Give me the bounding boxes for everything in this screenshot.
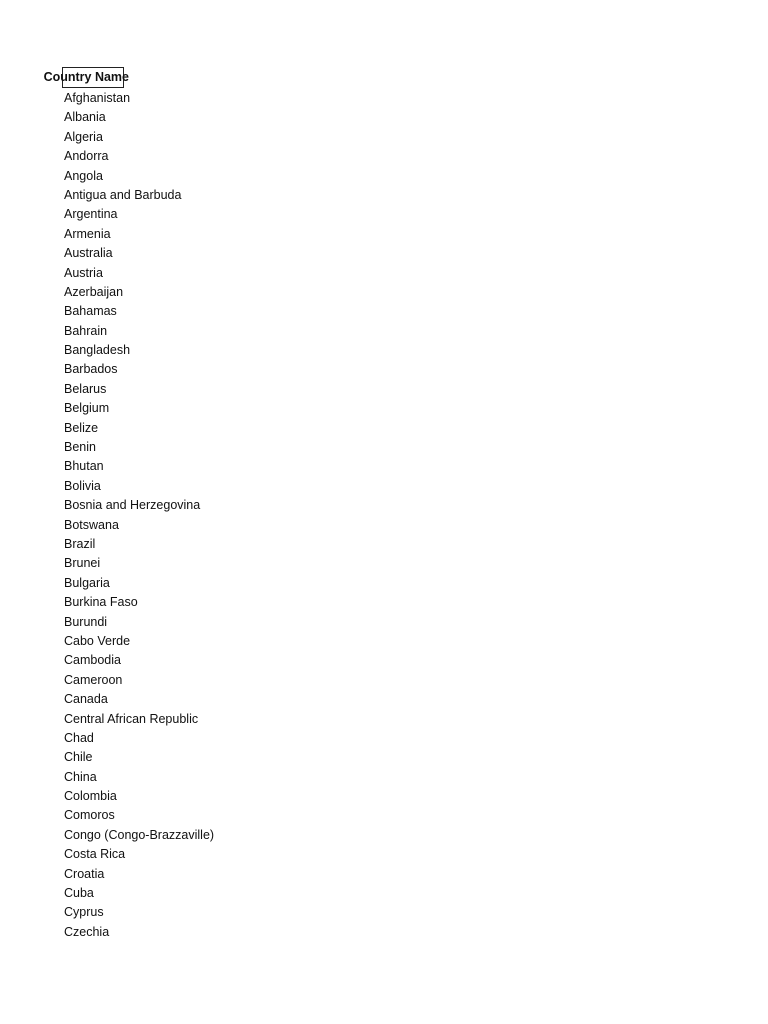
country-cell[interactable]: Central African Republic <box>64 711 199 726</box>
country-cell[interactable]: Azerbaijan <box>64 284 124 299</box>
country-cell[interactable]: Bangladesh <box>64 343 131 358</box>
country-cell[interactable]: Benin <box>64 440 96 455</box>
country-cell[interactable]: Botswana <box>64 517 119 532</box>
country-list <box>62 89 362 942</box>
header-label: Country Name <box>43 70 129 84</box>
country-cell[interactable]: Burundi <box>64 614 108 629</box>
country-cell[interactable]: Chad <box>64 730 94 745</box>
country-cell[interactable]: Cuba <box>64 886 94 901</box>
country-cell[interactable]: Afghanistan <box>64 91 131 105</box>
country-cell[interactable]: Bhutan <box>64 459 104 474</box>
country-cell[interactable]: Cabo Verde <box>64 633 131 648</box>
country-cell[interactable]: Canada <box>64 692 108 707</box>
country-cell[interactable]: Colombia <box>64 789 117 804</box>
country-cell[interactable]: Bulgaria <box>64 575 110 590</box>
country-cell[interactable]: Croatia <box>64 866 105 881</box>
country-cell[interactable]: Antigua and Barbuda <box>64 187 182 202</box>
country-cell[interactable]: Bolivia <box>64 478 101 493</box>
country-cell[interactable]: Angola <box>64 168 103 183</box>
country-cell[interactable]: Armenia <box>64 226 111 241</box>
country-cell[interactable]: Costa Rica <box>64 847 126 862</box>
country-cell[interactable]: Austria <box>64 265 103 280</box>
country-cell[interactable]: Belarus <box>64 381 107 396</box>
country-cell[interactable]: Belgium <box>64 401 110 416</box>
country-cell[interactable]: Brazil <box>64 536 96 551</box>
country-cell[interactable]: Czechia <box>64 924 110 939</box>
country-cell[interactable]: Algeria <box>64 129 103 144</box>
country-column <box>43 67 362 942</box>
country-cell[interactable]: Chile <box>64 750 93 765</box>
country-cell[interactable]: Bahrain <box>64 323 108 338</box>
header-cell-country-name[interactable] <box>43 67 129 88</box>
country-cell[interactable]: China <box>64 769 97 784</box>
country-cell[interactable]: Congo (Congo-Brazzaville) <box>64 827 215 842</box>
country-cell[interactable]: Brunei <box>64 556 101 571</box>
country-cell[interactable]: Argentina <box>64 207 118 222</box>
country-cell[interactable]: Cameroon <box>64 672 123 687</box>
country-cell[interactable]: Barbados <box>64 362 118 377</box>
country-cell[interactable]: Cambodia <box>64 653 121 668</box>
country-cell[interactable]: Albania <box>64 110 106 125</box>
country-cell[interactable]: Comoros <box>64 808 115 823</box>
country-cell[interactable]: Bahamas <box>64 304 117 319</box>
country-cell[interactable]: Australia <box>64 246 113 261</box>
country-cell[interactable]: Andorra <box>64 149 109 164</box>
country-cell[interactable]: Bosnia and Herzegovina <box>64 498 201 513</box>
country-cell[interactable]: Burkina Faso <box>64 595 138 610</box>
country-cell[interactable]: Belize <box>64 420 99 435</box>
country-cell[interactable]: Cyprus <box>64 905 104 920</box>
